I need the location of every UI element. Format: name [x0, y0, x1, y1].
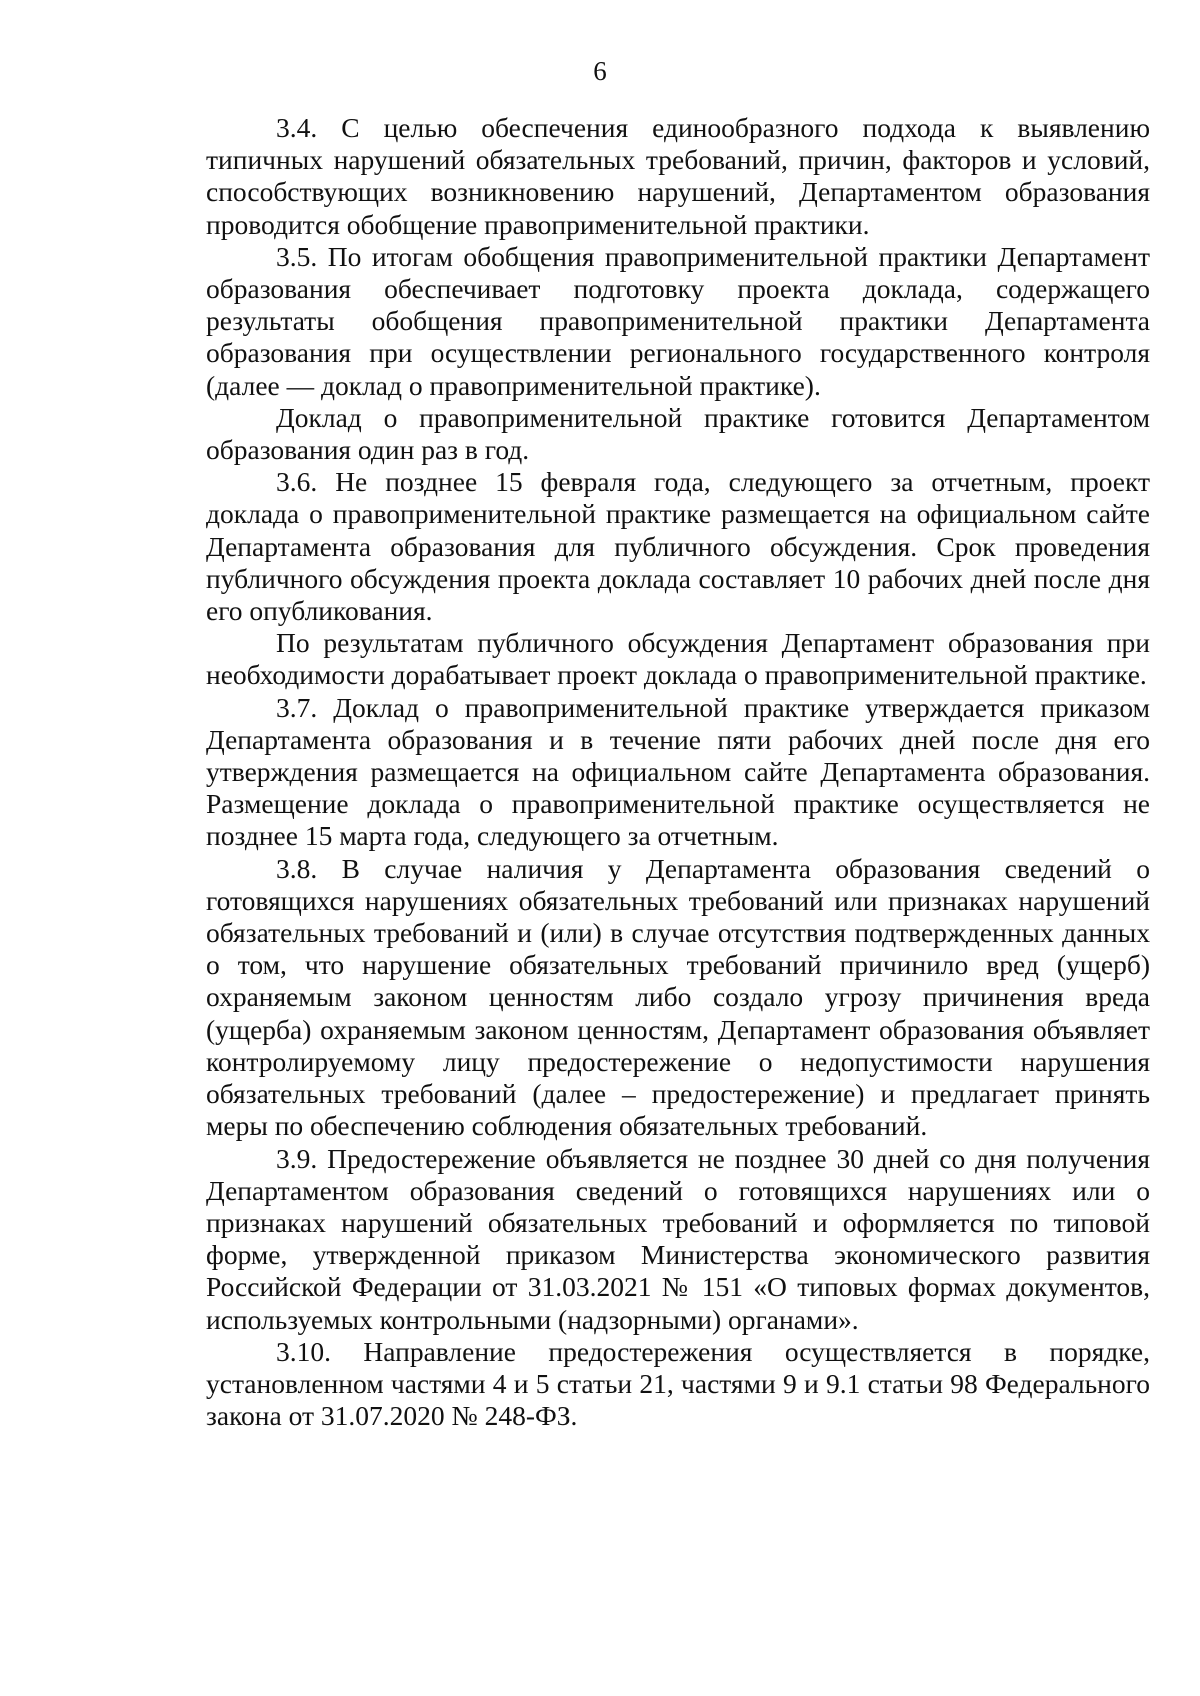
paragraph-3-8: 3.8. В случае наличия у Департамента образования сведений о готовящихся нарушениях обязательных требований или признаках нарушений обязательных требований и (или) в случае отсутствия подтвержденных данных о том, что нарушение обязательных требований причинило вред (ущерб) охраняемым законом ценностям либо создало угрозу причинения вреда (ущерба) охраняемым законом ценностям, Департамент образования объявляет контролируемому лицу предостережение о недопустимости нарушения обязательных требований (далее – предостережение) и предлагает принять меры по обеспечению соблюдения обязательных требований.: [206, 852, 1150, 1142]
paragraph-report-annual: Доклад о правоприменительной практике готовится Департаментом образования один раз в год.: [206, 401, 1150, 466]
paragraph-3-6: 3.6. Не позднее 15 февраля года, следующего за отчетным, проект доклада о правоприменительной практике размещается на официальном сайте Департамента образования для публичного обсуждения. Срок проведения публичного обсуждения проекта доклада составляет 10 рабочих дней после дня его опубликования.: [206, 466, 1150, 627]
paragraph-3-7: 3.7. Доклад о правоприменительной практике утверждается приказом Департамента образования и в течение пяти рабочих дней после дня его утверждения размещается на официальном сайте Департамента образования. Размещение доклада о правоприменительной практике осуществляется не позднее 15 марта года, следующего за отчетным.: [206, 691, 1150, 852]
paragraph-3-10: 3.10. Направление предостережения осуществляется в порядке, установленном частями 4 и 5 статьи 21, частями 9 и 9.1 статьи 98 Федерального закона от 31.07.2020 № 248-ФЗ.: [206, 1335, 1150, 1432]
paragraph-discussion-results: По результатам публичного обсуждения Департамент образования при необходимости дорабатывает проект доклада о правоприменительной практике.: [206, 627, 1150, 691]
document-body: [206, 112, 1150, 1432]
paragraph-3-5: 3.5. По итогам обобщения правоприменительной практики Департамент образования обеспечивает подготовку проекта доклада, содержащего результаты обобщения правоприменительной практики Департамента образования при осуществлении регионального государственного контроля (далее — доклад о правоприменительной практике).: [206, 240, 1150, 401]
paragraph-3-9: 3.9. Предостережение объявляется не позднее 30 дней со дня получения Департаментом образования сведений о готовящихся нарушениях или о признаках нарушений обязательных требований и оформляется по типовой форме, утвержденной приказом Министерства экономического развития Российской Федерации от 31.03.2021 № 151 «О типовых формах документов, используемых контрольными (надзорными) органами».: [206, 1142, 1150, 1335]
page-number: 6: [593, 56, 607, 86]
paragraph-3-4: 3.4. С целью обеспечения единообразного подхода к выявлению типичных нарушений обязательных требований, причин, факторов и условий, способствующих возникновению нарушений, Департаментом образования проводится обобщение правоприменительной практики.: [206, 112, 1150, 240]
